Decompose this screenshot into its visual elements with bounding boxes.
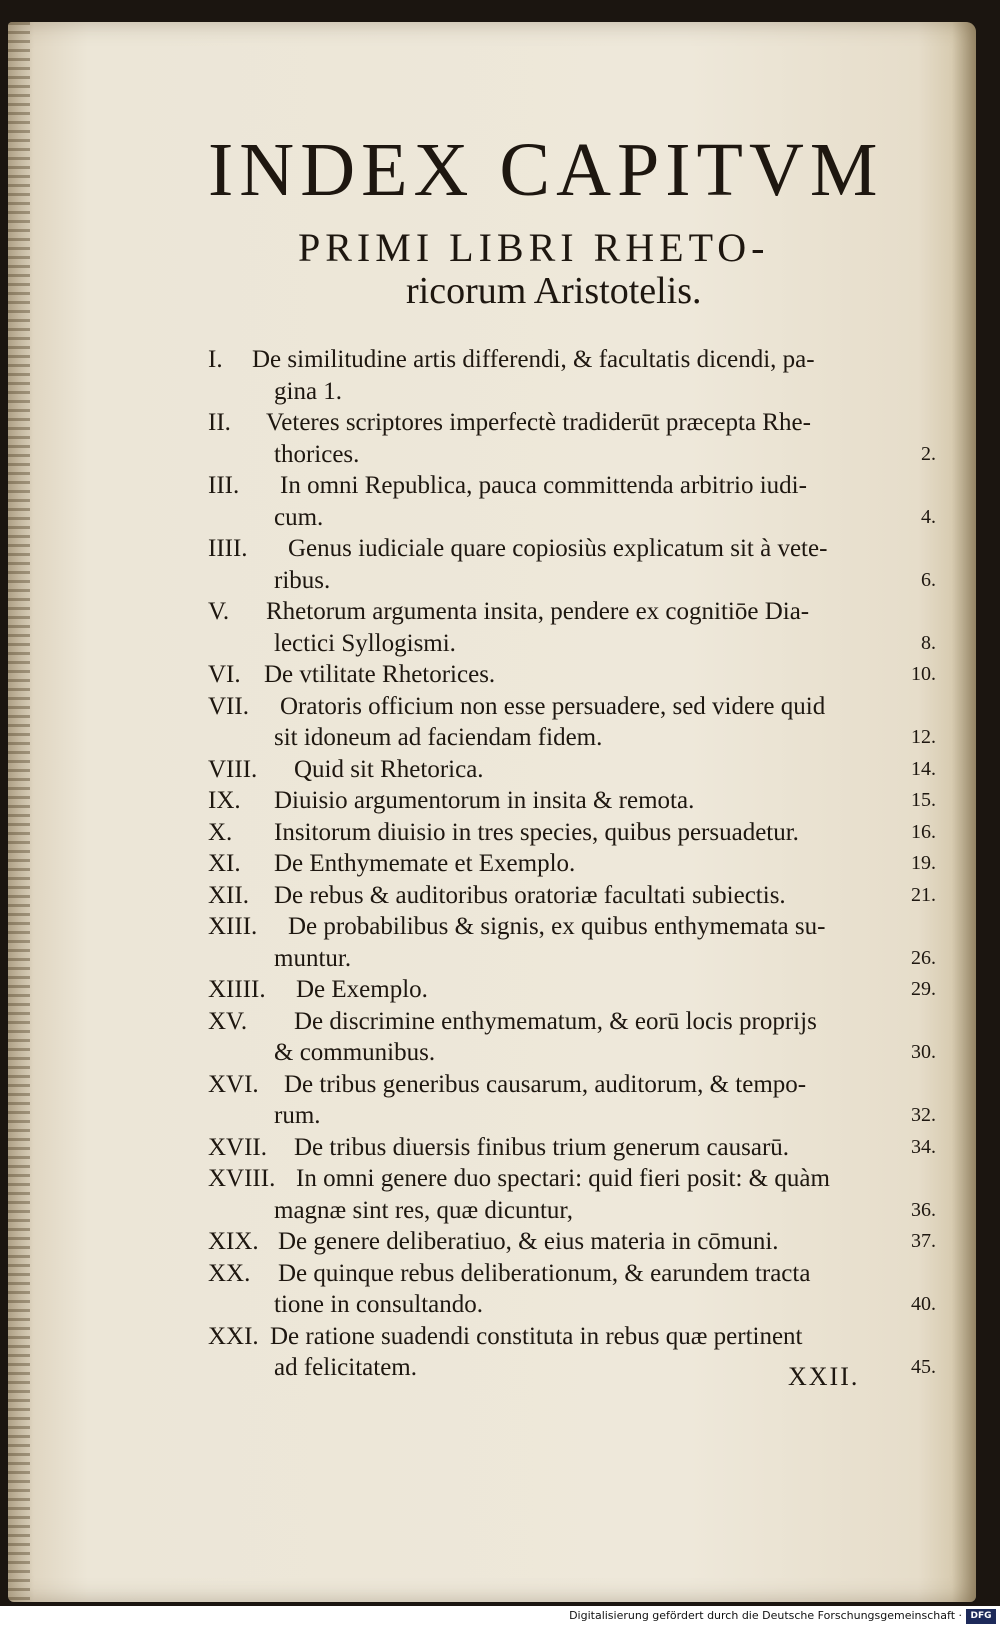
page-number: 34. [911,1135,936,1158]
book-page [8,22,976,1602]
index-entry-row [208,376,938,408]
index-entry-row [208,502,938,534]
chapter-title: De tribus generibus causarum, auditorum, & tempo- [284,1070,807,1098]
index-entry-row [208,628,938,660]
page-number: 4. [921,505,936,528]
index-entry-row [208,1289,938,1321]
page-number: 36. [911,1198,936,1221]
chapter-title-continued: ribus. [274,566,331,594]
index-entry-row [208,659,938,691]
chapter-title: De Exemplo. [296,976,428,1003]
chapter-title: Diuisio argumentorum in insita & remota. [274,787,695,814]
chapter-title-continued: & communibus. [274,1039,436,1066]
chapter-number: I. [208,346,223,373]
chapter-title: De discrimine enthymematum, & eorū locis proprijs [294,1007,817,1035]
chapter-title-continued: magnæ sint res, quæ dicuntur, [274,1196,573,1224]
chapter-title: Veteres scriptores imperfectè tradiderūt præcepta Rhe- [266,409,811,436]
index-entry-row [208,785,938,817]
chapter-number: V. [208,598,230,625]
chapter-number: VIII. [208,755,258,783]
chapter-title-continued: cum. [274,503,324,531]
index-entry-row [208,848,938,880]
index-entry [208,785,938,817]
index-entry-row [208,1195,938,1227]
chapter-number: X. [208,818,233,846]
chapter-number: XIIII. [208,976,266,1003]
chapter-title-continued: rum. [274,1102,321,1129]
index-entry [208,1258,938,1321]
chapter-title: De vtilitate Rhetorices. [264,661,496,688]
page-number: 29. [911,978,936,1000]
page-number: 12. [911,726,936,748]
page-number: 21. [911,883,936,906]
chapter-title: De similitudine artis differendi, & facultatis dicendi, pa- [252,346,815,373]
index-entry-row [208,1163,938,1195]
chapter-title: In omni genere duo spectari: quid fieri posit: & quàm [296,1165,830,1192]
index-entry-row [208,470,938,502]
page-number: 19. [911,852,936,874]
index-entry [208,911,938,974]
page-number: 16. [911,820,936,843]
chapter-title-continued: sit idoneum ad faciendam fidem. [274,724,603,751]
page-number: 8. [921,631,936,654]
index-entry [208,470,938,533]
index-entry [208,1006,938,1069]
page-number: 37. [911,1230,936,1252]
chapter-number: XXI. [208,1322,259,1350]
index-entry [208,659,938,691]
page-number: 14. [911,757,936,780]
subtitle-line-1: PRIMI LIBRI RHETO- [298,225,770,270]
index-entry-row [208,1037,938,1069]
chapter-number: XVI. [208,1070,259,1098]
chapter-number: III. [208,472,240,499]
page-number: 6. [921,568,936,591]
chapter-number: IIII. [208,535,248,562]
page-number: 45. [911,1356,936,1378]
index-entry-row [208,943,938,975]
chapter-title-continued: ad felicitatem. [274,1354,417,1381]
chapter-number: XI. [208,850,241,877]
index-entry [208,533,938,596]
index-entry [208,848,938,880]
index-entry-row [208,1132,938,1164]
chapter-number: XVIII. [208,1165,276,1192]
index-entry [208,344,938,407]
index-entry-row [208,344,938,376]
index-entry [208,691,938,754]
chapter-index [208,344,938,1384]
index-entry-row [208,1069,938,1101]
chapter-title: Genus iudiciale quare copiosiùs explicatum sit à vete- [288,535,828,562]
chapter-number: II. [208,409,231,436]
chapter-number: IX. [208,787,241,814]
page-number: 15. [911,789,936,811]
index-entry [208,974,938,1006]
index-entry [208,407,938,470]
catchword: XXII. [788,1362,860,1391]
subtitle-line-2: ricorum Aristotelis. [406,270,702,312]
chapter-title: De tribus diuersis finibus trium generum causarū. [294,1133,790,1161]
chapter-number: XVII. [208,1133,268,1161]
index-entry-row [208,754,938,786]
index-entry [208,1226,938,1258]
index-entry [208,817,938,849]
chapter-title-continued: muntur. [274,944,352,972]
chapter-title-continued: tione in consultando. [274,1291,483,1318]
page-number: 26. [911,946,936,969]
index-entry-row [208,1006,938,1038]
index-entry-row [208,817,938,849]
chapter-title-continued: gina 1. [274,377,343,405]
index-entry [208,1132,938,1164]
chapter-title: Rhetorum argumenta insita, pendere ex cognitiōe Dia- [266,598,810,625]
chapter-title: In omni Republica, pauca committenda arbitrio iudi- [280,472,807,499]
page-number: 30. [911,1041,936,1063]
index-entry-row [208,1258,938,1290]
funding-notice: Digitalisierung gefördert durch die Deutsche Forschungsgemeinschaft · [569,1609,962,1622]
chapter-number: XIX. [208,1228,259,1255]
index-entry [208,596,938,659]
chapter-number: XIII. [208,913,258,940]
index-entry-row [208,407,938,439]
chapter-title: De ratione suadendi constituta in rebus quæ pertinent [270,1322,803,1350]
chapter-title-continued: lectici Syllogismi. [274,629,456,657]
chapter-title: De quinque rebus deliberationum, & earundem tracta [278,1259,811,1287]
index-entry [208,880,938,912]
chapter-title: De probabilibus & signis, ex quibus enthymemata su- [288,913,826,940]
dfg-logo: DFG [966,1609,996,1624]
page-number: 10. [911,663,936,685]
chapter-title-continued: thorices. [274,440,360,468]
chapter-title: Insitorum diuisio in tres species, quibus persuadetur. [274,818,799,846]
index-entry-row [208,722,938,754]
page-number: 2. [921,442,936,465]
index-entry-row [208,974,938,1006]
footer-bar [0,1606,1000,1628]
chapter-number: XII. [208,881,249,909]
index-entry-row [208,1321,938,1353]
page-number: 32. [911,1104,936,1126]
chapter-title: Quid sit Rhetorica. [294,755,484,783]
index-entry [208,1163,938,1226]
chapter-title: De Enthymemate et Exemplo. [274,850,576,877]
chapter-number: VI. [208,661,241,688]
index-entry-row [208,1100,938,1132]
index-entry [208,1069,938,1132]
chapter-title: Oratoris officium non esse persuadere, sed videre quid [280,692,826,720]
index-entry-row [208,596,938,628]
index-entry [208,754,938,786]
index-entry-row [208,880,938,912]
index-entry-row [208,565,938,597]
index-entry-row [208,439,938,471]
chapter-title: De genere deliberatiuo, & eius materia in cōmuni. [278,1228,779,1255]
index-entry-row [208,691,938,723]
page-title: INDEX CAPITVM [208,128,884,212]
chapter-number: VII. [208,692,249,720]
chapter-number: XV. [208,1007,248,1035]
index-entry-row [208,533,938,565]
index-entry-row [208,1226,938,1258]
chapter-number: XX. [208,1259,251,1287]
chapter-title: De rebus & auditoribus oratoriæ facultati subiectis. [274,881,786,909]
index-entry-row [208,911,938,943]
page-number: 40. [911,1293,936,1315]
